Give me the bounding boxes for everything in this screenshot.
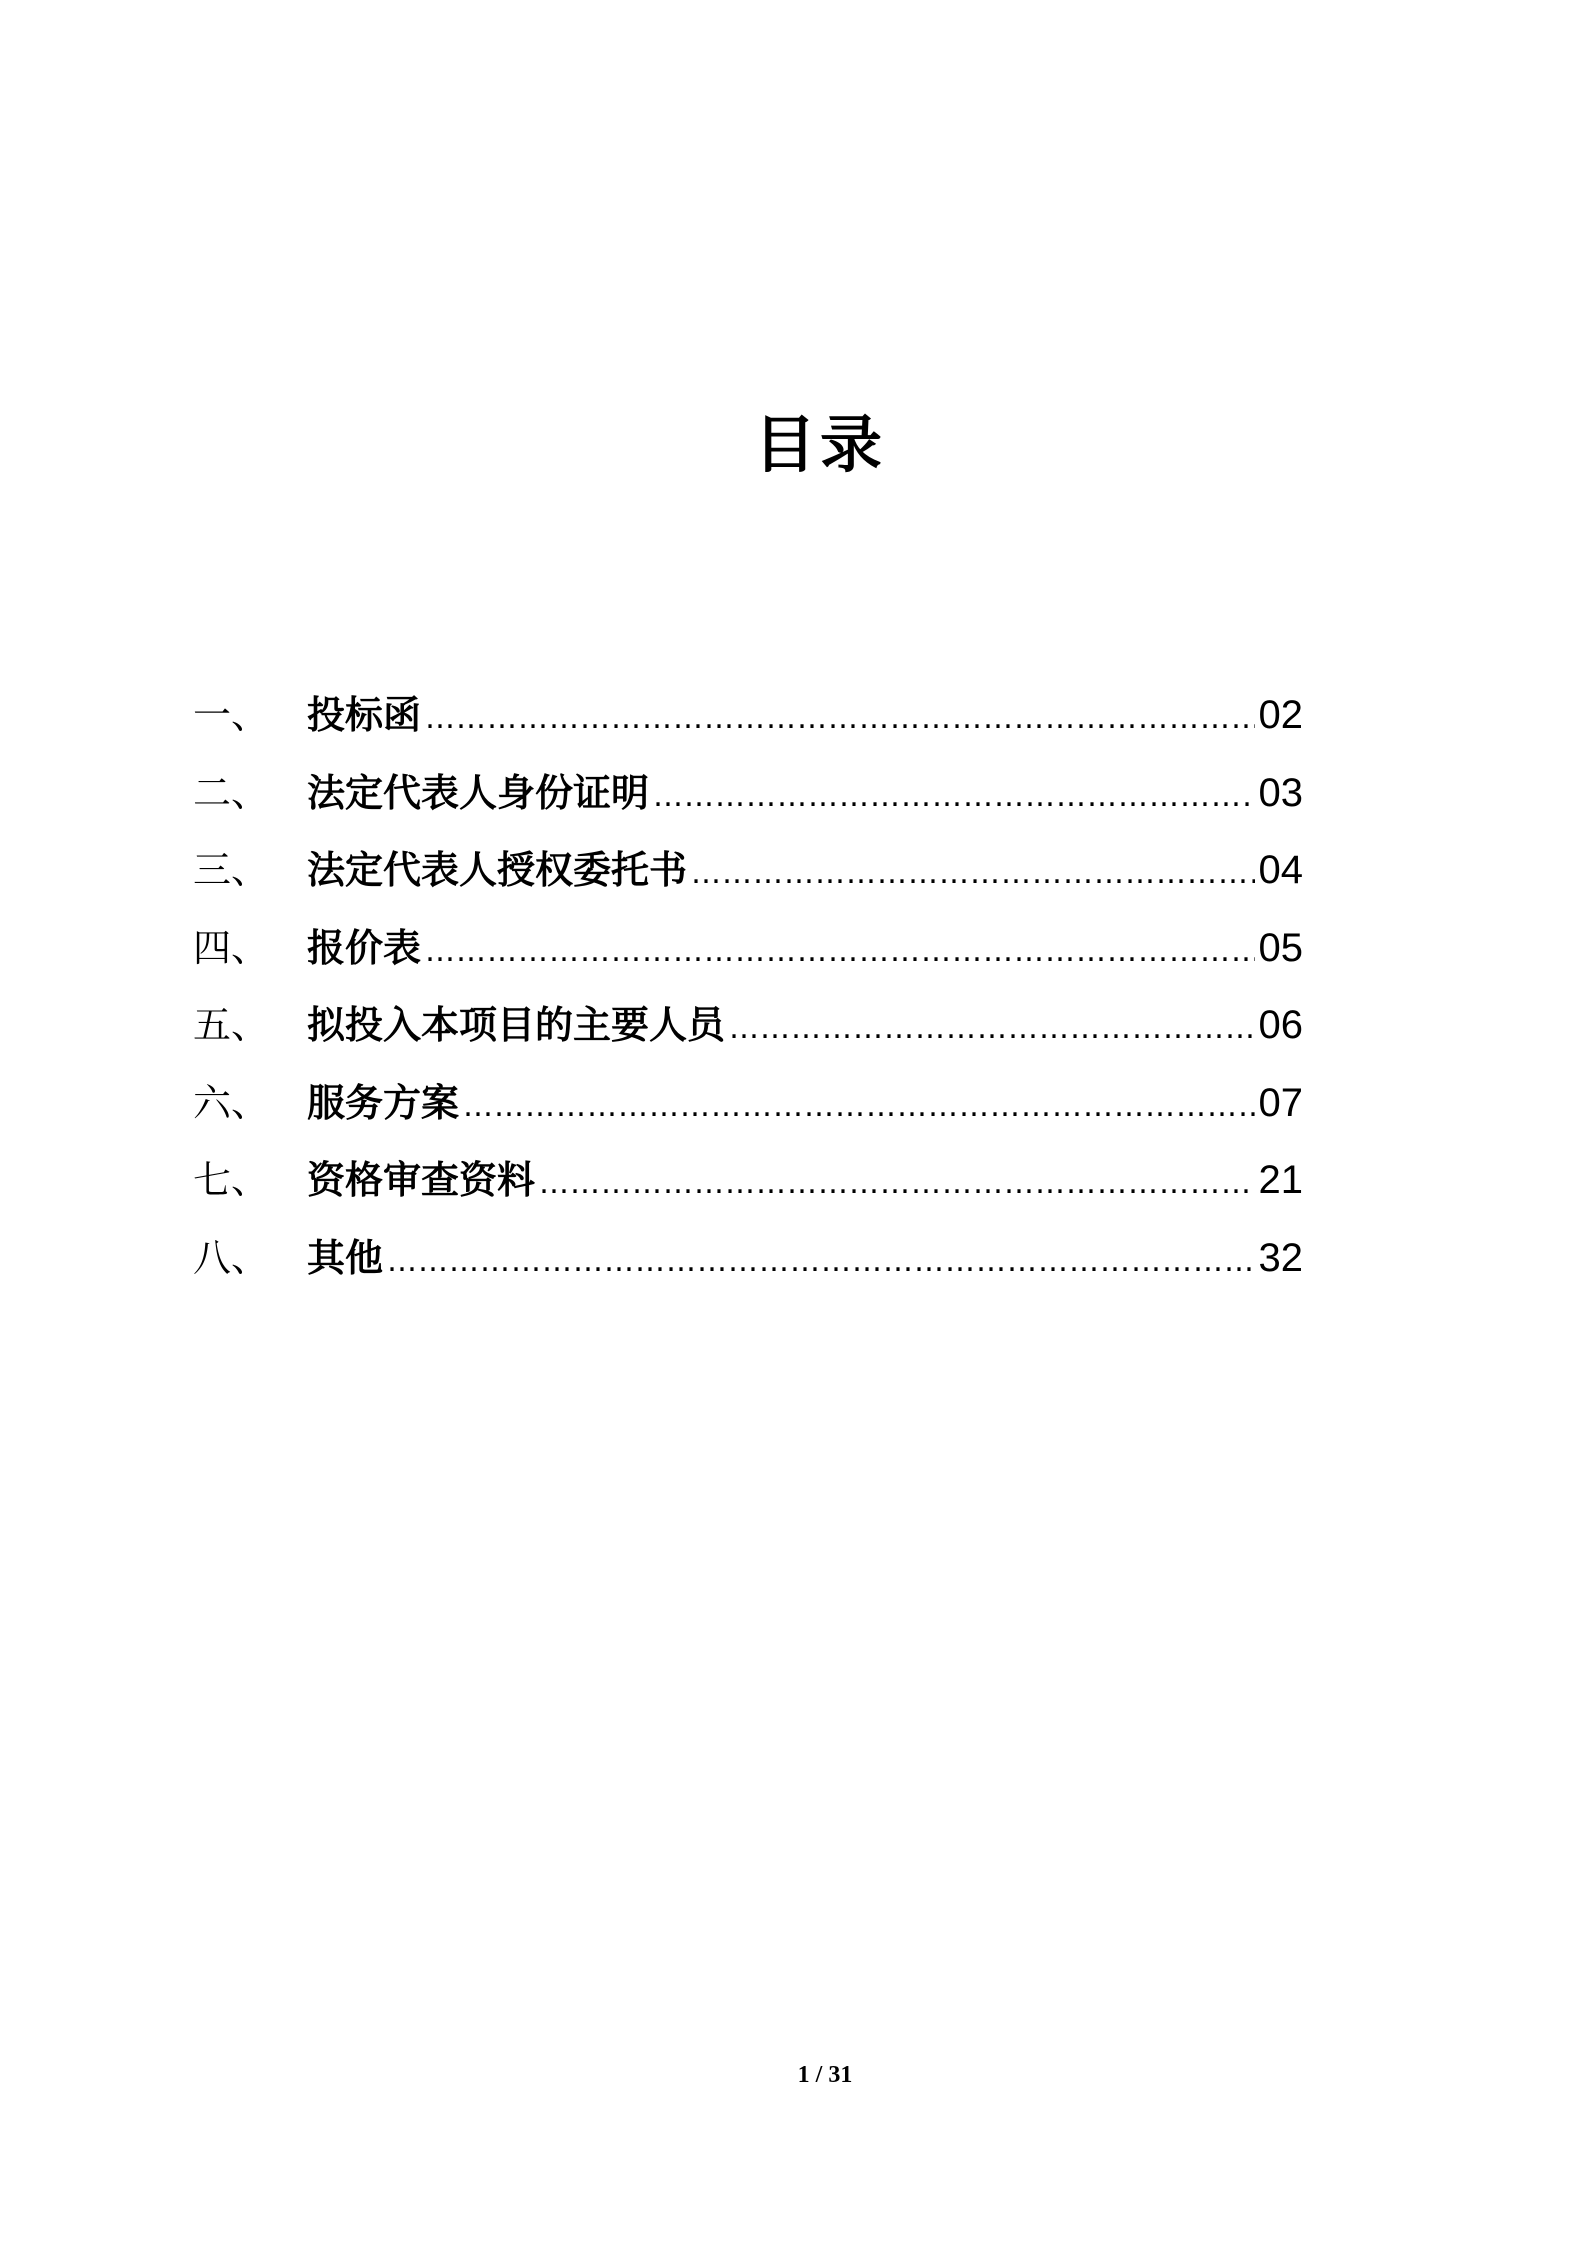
toc-leader-dots (539, 1149, 1254, 1219)
toc-entry-number: 五、 (193, 1003, 270, 1047)
toc-entry-page: 03 (1258, 770, 1303, 815)
toc-entry-title: 投标函 (307, 693, 422, 737)
toc-entry-page: 04 (1258, 848, 1303, 892)
toc-leader-dots (463, 1072, 1254, 1142)
page-title: 目录 (753, 408, 886, 481)
toc-entry-title: 拟投入本项目的主要人员 (307, 1003, 726, 1047)
toc-entry[interactable] (193, 990, 1303, 1068)
toc-leader-dots (425, 684, 1254, 754)
toc-entry-title: 报价表 (307, 925, 422, 970)
toc-entry-number: 八、 (193, 1235, 270, 1280)
toc-entry-page: 07 (1258, 1080, 1303, 1125)
toc-entry[interactable] (193, 758, 1303, 836)
toc-entry-title: 法定代表人身份证明 (307, 770, 650, 815)
toc-entry[interactable] (193, 835, 1303, 913)
toc-leader-dots (691, 839, 1254, 909)
toc-entry-number: 一、 (193, 693, 270, 737)
toc-entry-title: 法定代表人授权委托书 (307, 848, 688, 892)
toc-leader-dots (387, 1227, 1254, 1297)
toc-entry[interactable] (193, 1068, 1303, 1146)
table-of-contents (193, 680, 1303, 1300)
toc-entry[interactable] (193, 1223, 1303, 1301)
toc-entry-number: 四、 (193, 925, 270, 970)
toc-entry[interactable] (193, 1145, 1303, 1223)
toc-leader-dots (653, 762, 1254, 832)
page-number-footer: 1 / 31 (797, 2062, 853, 2088)
toc-entry-number: 三、 (193, 848, 270, 892)
toc-entry-page: 32 (1258, 1235, 1303, 1280)
toc-entry-number: 七、 (193, 1158, 270, 1202)
toc-entry-number: 六、 (193, 1080, 270, 1125)
toc-entry-page: 05 (1258, 925, 1303, 970)
toc-entry-title: 服务方案 (307, 1080, 460, 1125)
toc-leader-dots (729, 994, 1254, 1064)
toc-entry-number: 二、 (193, 770, 270, 815)
toc-entry-page: 02 (1258, 693, 1303, 737)
toc-entry[interactable] (193, 913, 1303, 991)
toc-entry-title: 资格审查资料 (307, 1158, 536, 1202)
toc-entry-page: 21 (1258, 1158, 1303, 1202)
toc-entry-page: 06 (1258, 1003, 1303, 1047)
toc-leader-dots (425, 917, 1254, 987)
toc-entry[interactable] (193, 680, 1303, 758)
toc-entry-title: 其他 (307, 1235, 384, 1280)
